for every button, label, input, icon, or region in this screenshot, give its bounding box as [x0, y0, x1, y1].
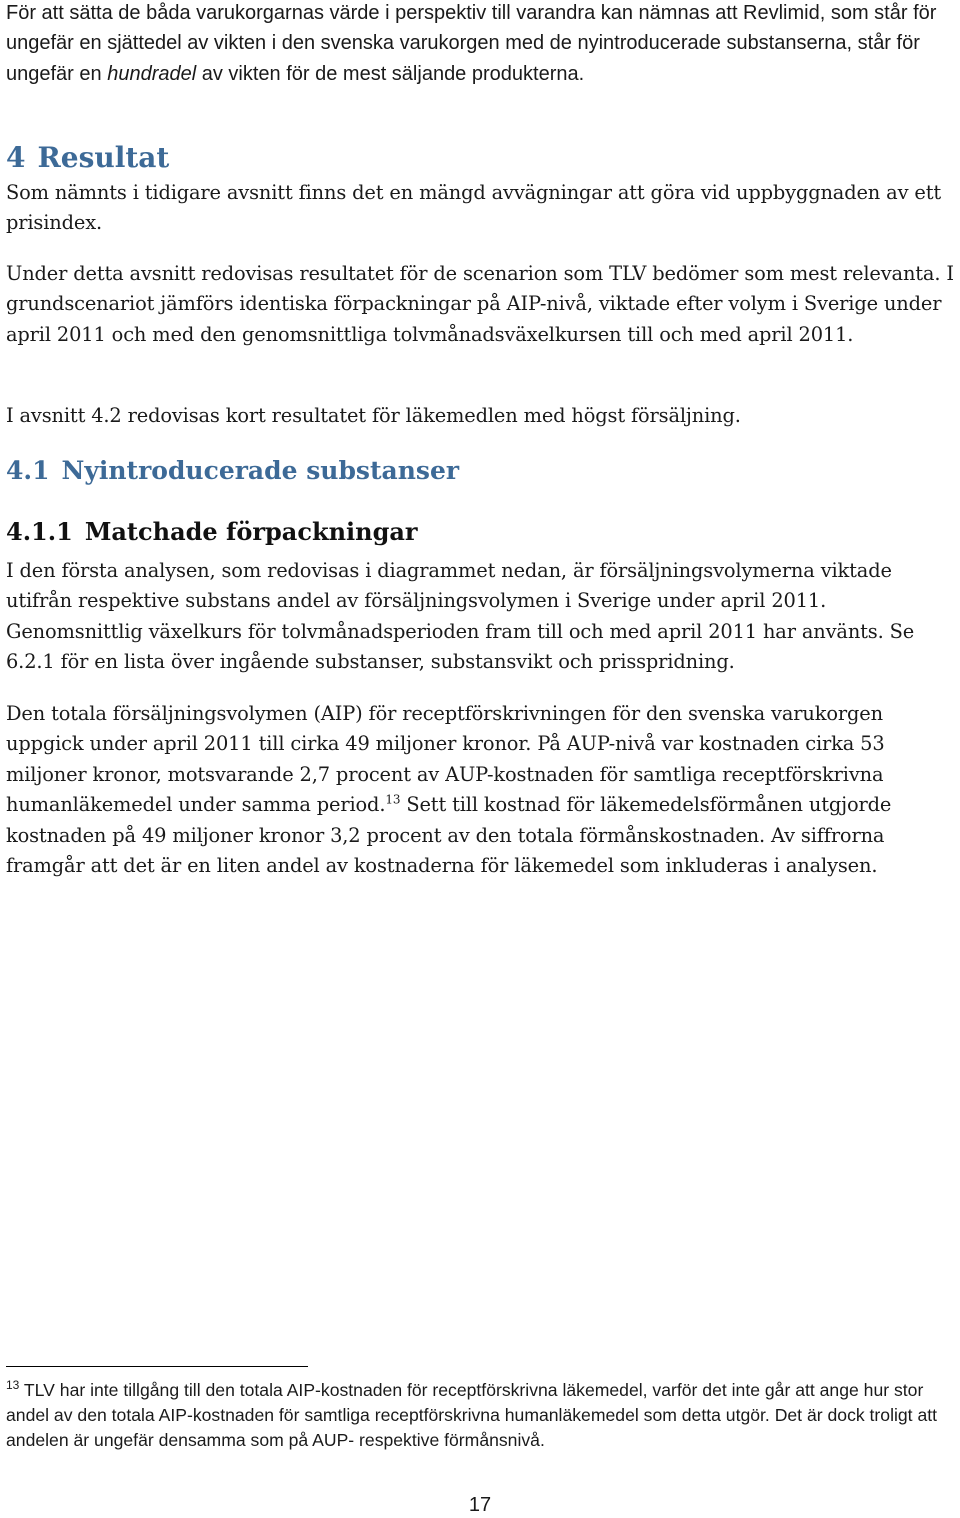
- intro-text-end: av vikten för de mest säljande produkterna.: [196, 62, 585, 85]
- section-title: Matchade förpackningar: [84, 517, 418, 546]
- page-number: 17: [468, 1494, 492, 1516]
- intro-paragraph: [6, 0, 956, 89]
- section-number: 4.1.1: [6, 517, 73, 546]
- section-title: Resultat: [37, 141, 170, 174]
- section-4-heading: [6, 140, 169, 176]
- section-4-1-heading: [6, 455, 459, 487]
- intro-emphasis: hundradel: [107, 62, 197, 85]
- paragraph-text: Den totala försäljningsvolymen (AIP) för receptförskrivningen för den svenska varukorgen uppgick under april 2011 till cirka 49 miljoner kronor. På AUP-nivå var kostnaden cirka 53 miljoner kronor, motsvarande 2,7 procent av AUP-kostnaden för samtliga receptförskrivna humanläkemedel under samma period.: [6, 702, 885, 817]
- section-number: 4.1: [6, 456, 50, 485]
- section-title: Nyintroducerade substanser: [61, 456, 460, 485]
- section-4-paragraph-3: I avsnitt 4.2 redovisas kort resultatet för läkemedlen med högst försäljning.: [6, 404, 741, 427]
- section-4-1-1-paragraph-2: [6, 699, 956, 881]
- section-4-paragraph-1: Som nämnts i tidigare avsnitt finns det en mängd avvägningar att göra vid uppbyggnaden av ett prisindex.: [6, 181, 941, 235]
- paragraph-text-end: Sett till kostnad för läkemedelsförmånen utgjorde kostnaden på 49 miljoner kronor 3,2 procent av den totala förmånskostnaden. Av siffrorna framgår att det är en liten andel av kostnaderna för läkemedel som inkluderas i analysen.: [6, 793, 892, 878]
- footnote-reference[interactable]: 13: [385, 792, 401, 807]
- footnote-text: TLV har inte tillgång till den totala AIP-kostnaden för receptförskrivna läkemedel, varför det inte går att ange hur stor andel av den totala AIP-kostnaden för samtliga receptförskrivna humanläkemedel som detta utgör. Det är dock troligt att andelen är ungefär densamma som på AUP- respektive förmånsnivå.: [6, 1380, 938, 1450]
- section-4-1-1-heading: [6, 516, 418, 548]
- intro-text: För att sätta de båda varukorgarnas värde i perspektiv till varandra kan nämnas att Revlimid, som står för ungefär en sjättedel av vikten i den svenska varukorgen med de nyintroducerade substanserna, står för ungefär en: [6, 2, 937, 85]
- footnote: [6, 1378, 956, 1453]
- footnote-number: 13: [6, 1378, 20, 1393]
- section-4-paragraph-2: Under detta avsnitt redovisas resultatet för de scenarion som TLV bedömer som mest relevanta. I grundscenariot jämförs identiska förpackningar på AIP-nivå, viktade efter volym i Sverige under april 2011 och med den genomsnittliga tolvmånadsväxelkursen till och med april 2011.: [6, 262, 954, 346]
- footnote-divider: [6, 1366, 308, 1367]
- section-4-1-1-paragraph-1: I den första analysen, som redovisas i diagrammet nedan, är försäljningsvolymerna viktade utifrån respektive substans andel av försäljningsvolymen i Sverige under april 2011. Genomsnittlig växelkurs för tolvmånadsperioden fram till och med april 2011 har använts. Se 6.2.1 för en lista över ingående substanser, substansvikt och prisspridning.: [6, 559, 915, 674]
- section-number: 4: [6, 141, 26, 174]
